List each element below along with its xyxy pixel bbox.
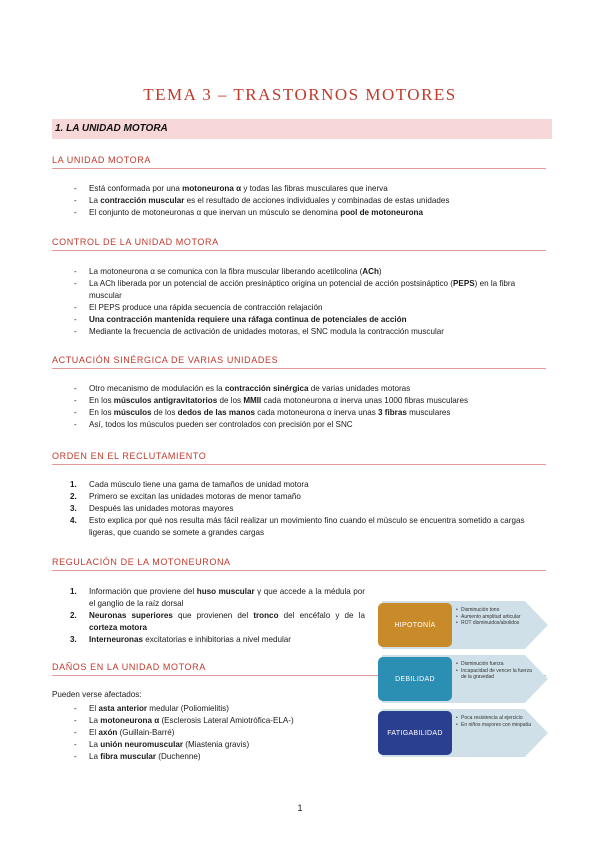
bold-text: huso muscular [196, 587, 255, 596]
text: y todas las fibras musculares que inerva [241, 184, 388, 193]
bold-text: fibra muscular [100, 752, 157, 761]
text: de varias unidades motoras [308, 384, 411, 393]
list-item [70, 634, 365, 646]
text: Está conformada por una [89, 184, 183, 193]
text: ) en la fibra muscular [89, 279, 516, 300]
heading-unidad-motora: LA UNIDAD MOTORA [52, 155, 546, 169]
bold-text: MMII [243, 396, 262, 405]
text: es el resultado de acciones individuales y combinadas de estas unidades [184, 196, 450, 205]
text: (Esclerosis Lateral Amiotrófica-ELA-) [159, 716, 294, 725]
text: Otro mecanismo de modulación es la [89, 384, 225, 393]
list-item [70, 207, 548, 219]
bold-text: pool de motoneurona [340, 208, 423, 217]
text: medular (Poliomielitis) [147, 704, 229, 713]
text: El conjunto de motoneuronas α que inervan un músculo se denomina [89, 208, 341, 217]
bold-text: Neuronas superiores [89, 611, 173, 620]
text: musculares [406, 408, 451, 417]
text: de los [151, 408, 178, 417]
text: Esto explica por qué nos resulta más fácil realizar un movimiento fino cuando el músculo se encuentra sometido a cargas ligeras, que cuando se somete a grandes cargas [89, 516, 525, 537]
text: Primero se excitan las unidades motoras de menor tamaño [89, 492, 301, 501]
diagram-bullet: • Disminución fuerza [456, 661, 536, 668]
heading-reclutamiento: ORDEN EN EL RECLUTAMIENTO [52, 451, 546, 465]
list-actuacion [70, 383, 548, 431]
bold-text: unión neuromuscular [100, 740, 184, 749]
text: cada motoneurona α inerva unas [255, 408, 379, 417]
bold-text: motoneurona α [100, 716, 160, 725]
text: Después las unidades motoras mayores [89, 504, 234, 513]
text: Mediante la frecuencia de activación de unidades motoras, el SNC modula la contracción muscular [89, 327, 444, 336]
list-item [70, 326, 548, 338]
text: de los [217, 396, 244, 405]
text: Cada músculo tiene una gama de tamaños de unidad motora [89, 480, 309, 489]
diagram-description [456, 607, 536, 627]
diagram-bullet: • En niños mayores con miopatía [456, 722, 536, 729]
list-reclutamiento [70, 479, 548, 539]
text: La [89, 716, 101, 725]
text: (Duchenne) [156, 752, 201, 761]
bold-text: corteza motora [89, 623, 148, 632]
list-item [70, 610, 365, 634]
diagram-label-box: DEBILIDAD [378, 657, 452, 701]
text: La [89, 196, 101, 205]
text: γ que accede a la médula por el ganglio de la raíz dorsal [89, 587, 365, 608]
bold-text: axón [98, 728, 118, 737]
text: cada motoneurona α inerva unas 1000 fibras musculares [261, 396, 468, 405]
list-item [70, 419, 548, 431]
list-item [70, 503, 548, 515]
symptoms-diagram [378, 593, 556, 768]
list-item [70, 395, 548, 407]
text: Información que proviene del [89, 587, 197, 596]
list-regulacion [70, 586, 365, 646]
text: Así, todos los músculos pueden ser controlados con precisión por el SNC [89, 420, 353, 429]
text: La motoneurona α se comunica con la fibra muscular liberando acetilcolina ( [89, 267, 363, 276]
text: La [89, 740, 101, 749]
section-band: 1. LA UNIDAD MOTORA [52, 119, 552, 139]
heading-regulacion: REGULACIÓN DE LA MOTONEURONA [52, 557, 546, 571]
text: ) [378, 267, 382, 276]
bold-text: motoneurona α [182, 184, 242, 193]
list-item [70, 515, 548, 539]
diagram-bullet: • ROT disminuidos/abolidos [456, 620, 536, 627]
text: (Miastenia gravis) [183, 740, 250, 749]
bold-text: dedos de las manos [177, 408, 256, 417]
list-item [70, 383, 548, 395]
text: En los [89, 396, 114, 405]
list-item [70, 407, 548, 419]
bold-text: 3 fibras [378, 408, 407, 417]
bold-text: ACh [362, 267, 379, 276]
text: En los [89, 408, 114, 417]
list-item [70, 183, 548, 195]
bold-text: contracción sinérgica [224, 384, 309, 393]
diagram-bullet: • Incapacidad de vencer la fuerza de la gravedad [456, 668, 536, 681]
bold-text: músculos [113, 408, 152, 417]
page-number: 1 [297, 803, 303, 813]
diagram-description [456, 661, 536, 681]
text: La [89, 752, 101, 761]
list-item [70, 491, 548, 503]
text: La ACh liberada por un potencial de acción presináptico origina un potencial de acción postsináptico ( [89, 279, 454, 288]
diagram-bullet: • Poca resistencia al ejercicio [456, 715, 536, 722]
list-item [70, 195, 548, 207]
diagram-label-box: FATIGABILIDAD [378, 711, 452, 755]
list-item [70, 278, 548, 302]
list-item [70, 586, 365, 610]
bold-text: tronco [253, 611, 279, 620]
bold-text: Interneuronas [89, 635, 143, 644]
danos-intro: Pueden verse afectados: [52, 690, 142, 699]
list-unidad-motora [70, 183, 548, 219]
list-item [70, 302, 548, 314]
text: (Guillain-Barré) [117, 728, 175, 737]
bold-text: contracción muscular [100, 196, 185, 205]
bold-text: asta anterior [98, 704, 148, 713]
bold-text: músculos antigravitatorios [113, 396, 218, 405]
text: El PEPS produce una rápida secuencia de contracción relajación [89, 303, 323, 312]
text: del encéfalo y de la [278, 611, 366, 620]
text: excitatorias e inhibitorias a nivel medular [142, 635, 291, 644]
diagram-bullet: • Aumento amplitud articular [456, 614, 536, 621]
diagram-description [456, 715, 536, 728]
heading-control: CONTROL DE LA UNIDAD MOTORA [52, 237, 546, 251]
text: que provienen del [172, 611, 254, 620]
bold-text: PEPS [453, 279, 475, 288]
list-control [70, 266, 548, 338]
heading-danos: DAÑOS EN LA UNIDAD MOTORA [52, 662, 546, 676]
text: El [89, 704, 99, 713]
list-item [70, 479, 548, 491]
diagram-bullet: • Disminución tono [456, 607, 536, 614]
list-item [70, 266, 548, 278]
list-item [70, 314, 548, 326]
heading-actuacion: ACTUACIÓN SINÉRGICA DE VARIAS UNIDADES [52, 355, 546, 369]
bold-text: Una contracción mantenida requiere una ráfaga continua de potenciales de acción [89, 315, 407, 324]
diagram-label-box: HIPOTONÍA [378, 603, 452, 647]
page-title: TEMA 3 – TRASTORNOS MOTORES [143, 85, 457, 104]
text: El [89, 728, 99, 737]
